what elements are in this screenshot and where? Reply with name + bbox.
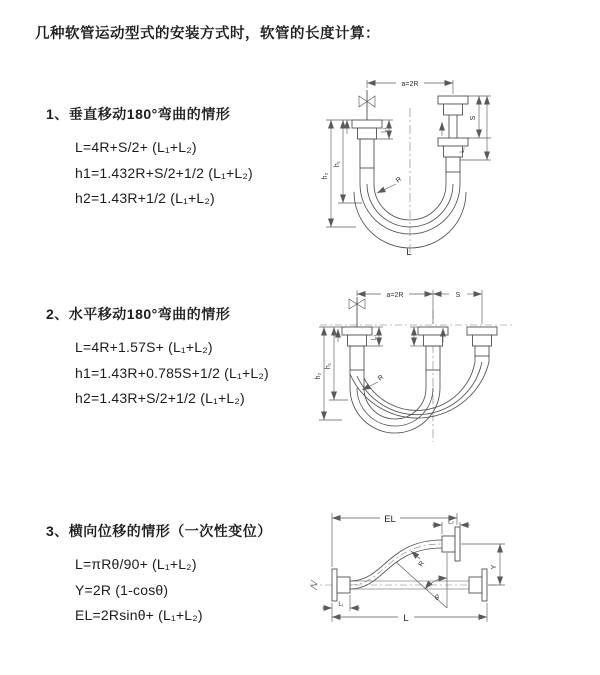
formula-line: h2=1.43R+S/2+1/2 (L₁+L₂) [75, 390, 245, 406]
dim-label-h1: h₁ [334, 160, 341, 168]
dimension-s-right [460, 96, 491, 160]
dim-label-theta: θ [435, 595, 439, 602]
formula-line: h1=1.43R+0.785S+1/2 (L₁+L₂) [75, 364, 269, 381]
dimension-l1-fittings [364, 327, 426, 346]
moving-pipe-position-2 [467, 327, 497, 356]
formula-line: L=πRθ/90+ (L₁+L₂) [75, 556, 197, 572]
dimension-heights [315, 327, 348, 420]
dim-label-l1: L₁ [338, 602, 344, 608]
radius-callout [362, 374, 385, 390]
section-3-heading: 3、横向位移的情形（一次性变位） [46, 523, 272, 539]
section-3 [46, 521, 272, 629]
dimension-l [332, 603, 487, 624]
dimension-a2r [367, 80, 453, 94]
dim-label-l: L [403, 613, 409, 624]
dim-label-a2r: a=2R [386, 292, 404, 299]
braided-hose-section [475, 346, 489, 356]
dim-label-l2: L₂ [448, 519, 454, 526]
dimension-a2r-and-s [357, 290, 482, 324]
formula-line: EL=2Rsinθ+ (L₁+L₂) [75, 607, 203, 623]
dim-label-y: Y [491, 564, 498, 570]
dimension-heights [322, 120, 362, 227]
dim-label-l1: L₁ [371, 334, 378, 341]
displaced-end-flange [442, 527, 460, 561]
dimension-l2 [432, 520, 470, 535]
dim-label-h2: h₂ [315, 372, 322, 380]
page-title: 几种软管运动型式的安装方式时，软管的长度计算： [35, 26, 380, 42]
dimension-l1 [322, 595, 360, 611]
braided-hose-section [350, 346, 364, 370]
section-2-heading: 2、水平移动180°弯曲的情形 [46, 306, 231, 322]
section-3-formulas [75, 552, 272, 629]
section-1 [46, 104, 253, 212]
dim-label-l1-right: L₁ [460, 147, 466, 153]
formula-line: h2=1.43R+1/2 (L₁+L₂) [75, 190, 215, 206]
radius-callout [377, 176, 403, 193]
dim-label-r: R [417, 560, 427, 568]
diagram-horizontal-180-bend [312, 282, 590, 467]
dim-label-r: R [394, 175, 404, 185]
dim-label-el: EL [384, 514, 396, 525]
section-2-formulas [75, 335, 269, 412]
section-2 [46, 304, 269, 412]
formula-line: L=4R+S/2+ (L₁+L₂) [75, 139, 197, 155]
dim-label-l1-left: L₁ [381, 127, 388, 133]
dim-label-h2: h₂ [322, 172, 329, 180]
dim-label-s: S [455, 292, 461, 299]
dim-label-h1: h₁ [325, 362, 332, 370]
braided-hose-section [360, 139, 374, 168]
dim-label-r: R [376, 373, 386, 383]
diagram-vertical-180-bend [312, 72, 590, 264]
radius-callout [411, 551, 426, 568]
hose-u-bend-position-1 [350, 370, 440, 433]
diagram-lateral-displacement [300, 505, 598, 645]
fixed-pipe-with-valve [342, 297, 372, 370]
braided-hose-section [446, 157, 460, 172]
hose-u-bend-position-2 [350, 356, 489, 418]
fixed-end-flange [332, 569, 350, 601]
formula-line: h1=1.432R+S/2+1/2 (L₁+L₂) [75, 164, 253, 181]
dim-label-l: L [406, 247, 412, 258]
hose-s-curve [350, 540, 442, 589]
formula-line: Y=2R (1-cosθ) [75, 581, 169, 598]
moving-pipe [438, 96, 468, 172]
section-1-formulas [75, 135, 253, 212]
formula-line: L=4R+1.57S+ (L₁+L₂) [75, 339, 213, 355]
section-1-heading: 1、垂直移动180°弯曲的情形 [46, 106, 231, 122]
dim-label-a2r: a=2R [401, 81, 419, 88]
dim-label-s: S [470, 115, 477, 121]
fixed-pipe-with-valve [352, 90, 382, 168]
